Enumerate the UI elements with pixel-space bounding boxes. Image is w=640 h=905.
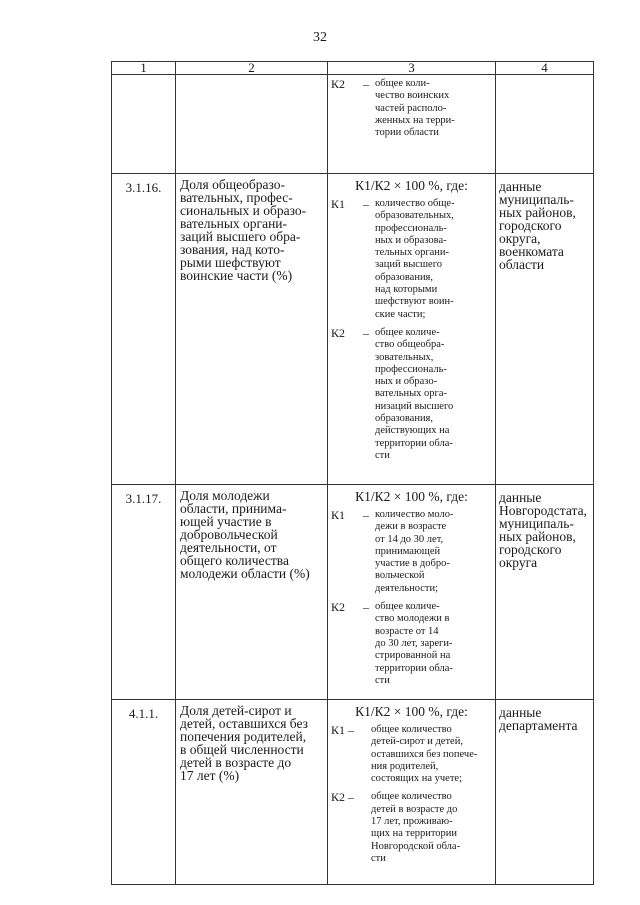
page-number: 32: [313, 30, 327, 45]
definition-key: К2: [331, 77, 346, 91]
definition-dash: –: [363, 600, 369, 615]
formula: К1/К2 × 100 %, где:: [355, 489, 468, 504]
header-cell-3: 3: [328, 62, 496, 75]
definition: [328, 724, 495, 785]
definition: [328, 601, 495, 687]
definition-dash: –: [363, 197, 369, 211]
formula-cell: [328, 485, 496, 700]
indicator-name: Доля молодежи области, принима- ющей участие в добровольческой деятельности, от общего количества молодежи области (%): [176, 485, 328, 700]
indicator-name: Доля общеобразо- вательных, профес- сиональных и образо- вательных органи- заций высшего обра- зования, над кото- рыми шефствуют воинские части (%): [176, 174, 328, 485]
data-source: данные муниципаль- ных районов, городского округа, военкомата области: [496, 174, 594, 485]
definition-key: К2 –: [331, 790, 355, 805]
data-source: [496, 75, 594, 174]
formula: К1/К2 × 100 %, где:: [355, 178, 468, 193]
definition-text: общее коли- чество воинских частей располо- женных на терри- тории области: [375, 78, 455, 139]
definition-key: К2: [331, 325, 346, 340]
data-source: данные департамента: [496, 700, 594, 885]
row-number: 3.1.16.: [112, 174, 176, 485]
formula-cell: [328, 700, 496, 885]
header-row: [112, 62, 594, 75]
row-number: 3.1.17.: [112, 485, 176, 700]
definition: [328, 791, 495, 865]
table-row: [112, 75, 594, 174]
header-cell-2: 2: [176, 62, 328, 75]
header-cell-1: 1: [112, 62, 176, 75]
table-row: [112, 700, 594, 885]
definition-text: общее количество детей в возрасте до 17 лет, проживаю- щих на территории Новгородской обла- сти: [371, 791, 461, 864]
indicator-name: [176, 75, 328, 174]
definition-text: общее количе- ство общеобра- зовательных, профессиональ- ных и образо- вательных орга- низаций высшего образования, действующих на территории обла- сти: [375, 326, 454, 461]
definition-dash: –: [363, 325, 369, 340]
definition-key: К2: [331, 600, 346, 615]
definition: [328, 327, 495, 462]
definition-text: общее количе- ство молодежи в возрасте от 14 до 30 лет, зареги- стрированной на территории обла- сти: [375, 601, 453, 686]
row-number: [112, 75, 176, 174]
table-row: [112, 485, 594, 700]
formula: К1/К2 × 100 %, где:: [355, 704, 468, 719]
definition: [328, 198, 495, 321]
definition-dash: –: [363, 77, 369, 91]
definition-dash: –: [363, 508, 369, 522]
header-cell-4: 4: [496, 62, 594, 75]
definition-key: К1: [331, 197, 346, 211]
row-number: 4.1.1.: [112, 700, 176, 885]
definition: [328, 509, 495, 595]
data-source: данные Новгородстата, муниципаль- ных районов, городского округа: [496, 485, 594, 700]
formula-cell: [328, 174, 496, 485]
table-row: [112, 174, 594, 485]
indicators-table: [111, 61, 594, 885]
definition-text: количество моло- дежи в возрасте от 14 до 30 лет, принимающей участие в добро- вольческой деятельности;: [375, 509, 454, 594]
definition: [328, 78, 495, 139]
definition-key: К1 –: [331, 723, 355, 737]
formula-cell: [328, 75, 496, 174]
definition-key: К1: [331, 508, 346, 522]
indicator-name: Доля детей-сирот и детей, оставшихся без попечения родителей, в общей численности детей в возрасте до 17 лет (%): [176, 700, 328, 885]
definition-text: количество обще- образовательных, профессиональ- ных и образова- тельных органи- заций высшего образования, над которыми шефствуют воин- ские части;: [375, 198, 455, 320]
definition-text: общее количество детей-сирот и детей, оставшихся без попече- ния родителей, состоящих на учете;: [371, 724, 478, 785]
